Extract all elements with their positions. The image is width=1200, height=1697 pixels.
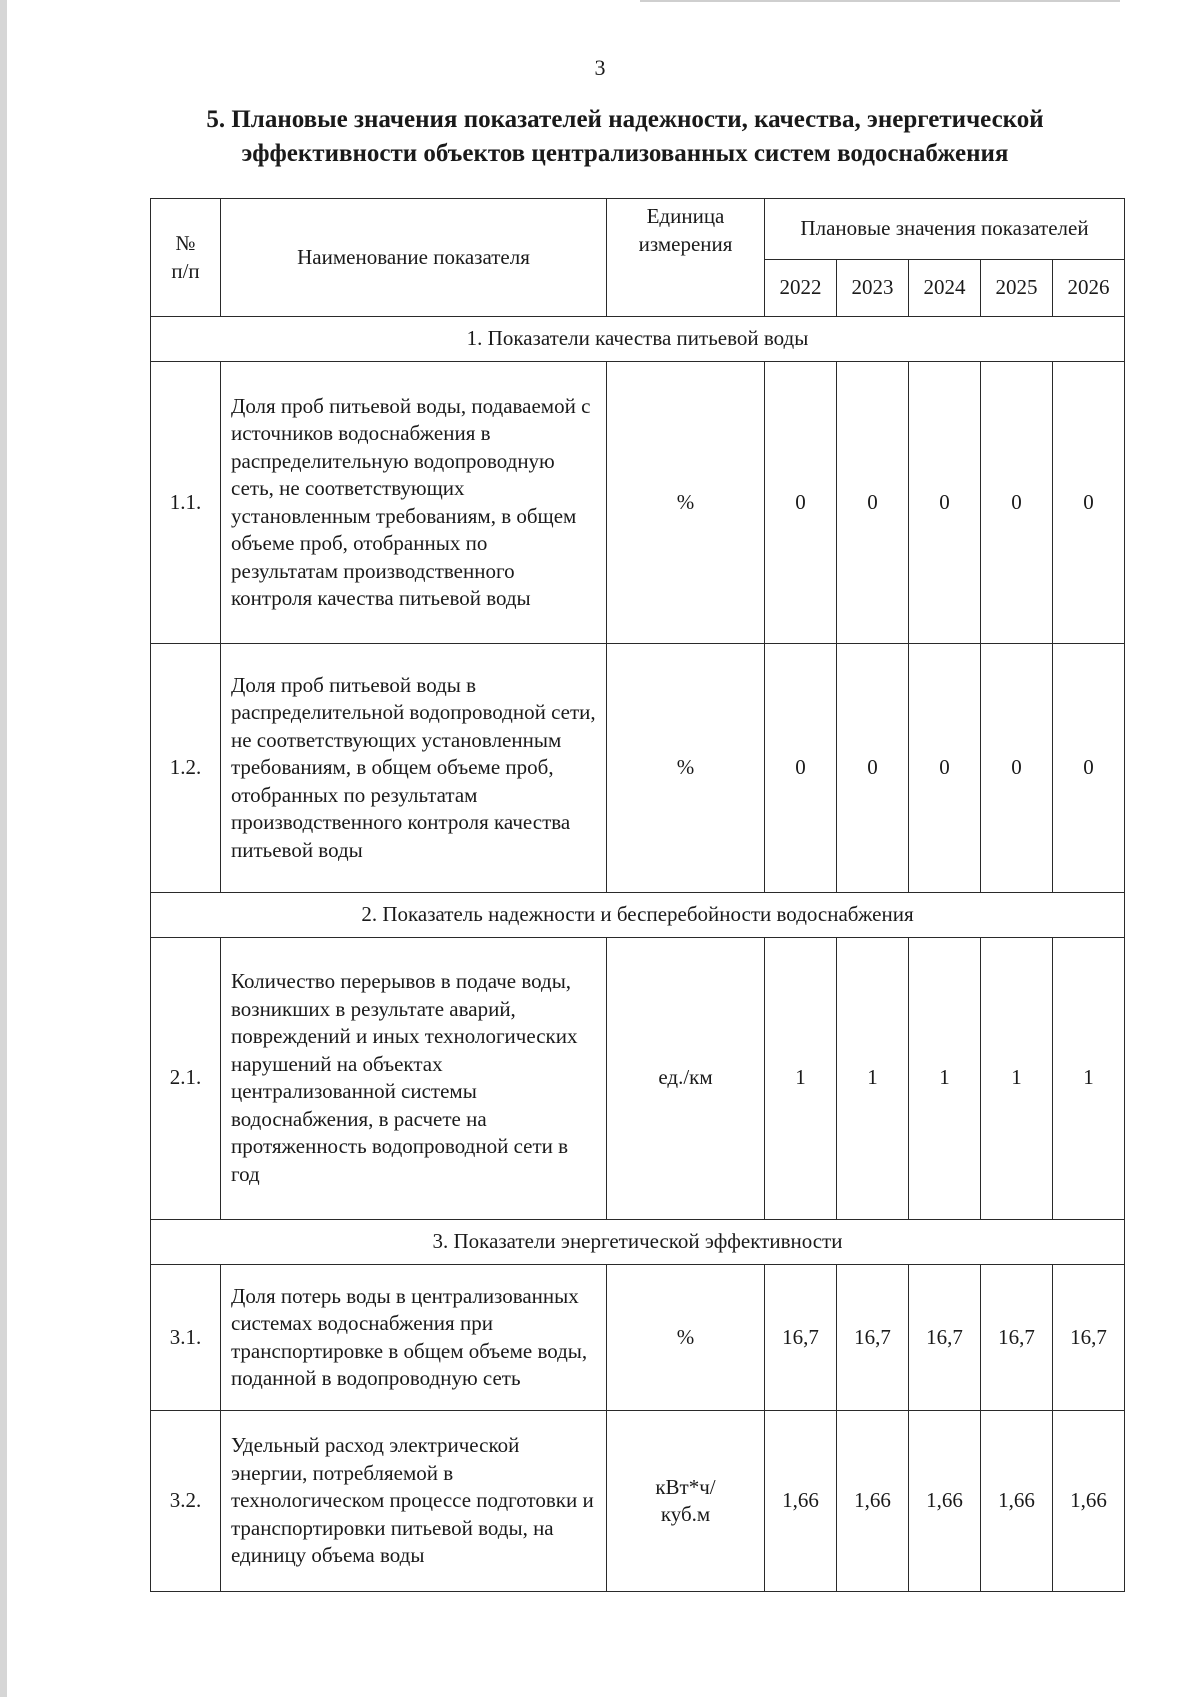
value-cell: 0 — [1053, 644, 1125, 892]
value-cell: 0 — [981, 362, 1053, 644]
unit-cell — [607, 1264, 765, 1411]
value-cell: 0 — [765, 362, 837, 644]
table-row — [151, 362, 1125, 644]
unit-cell — [607, 644, 765, 892]
value-cell: 1 — [1053, 937, 1125, 1219]
section-title: 2. Показатель надежности и бесперебойности водоснабжения — [151, 892, 1125, 937]
header-year: 2026 — [1053, 260, 1125, 317]
unit-cell — [607, 1411, 765, 1592]
value-cell: 1,66 — [981, 1411, 1053, 1592]
table-row — [151, 937, 1125, 1219]
value-cell: 1 — [765, 937, 837, 1219]
unit-cell — [607, 362, 765, 644]
row-number: 1.2. — [151, 644, 221, 892]
value-cell: 0 — [765, 644, 837, 892]
value-cell: 0 — [837, 644, 909, 892]
row-number: 2.1. — [151, 937, 221, 1219]
value-cell: 0 — [909, 362, 981, 644]
page-number: 3 — [594, 55, 606, 80]
value-cell: 16,7 — [1053, 1264, 1125, 1411]
section-row — [151, 1219, 1125, 1264]
header-year: 2024 — [909, 260, 981, 317]
header-plan-values: Плановые значения показателей — [765, 199, 1125, 260]
unit-text-line-2: куб.м — [660, 1502, 711, 1527]
section-heading — [130, 103, 1120, 171]
header-year: 2023 — [837, 260, 909, 317]
header-unit-line-2: измерения — [638, 231, 733, 256]
header-year: 2022 — [765, 260, 837, 317]
indicator-name: Доля потерь воды в централизованных системах водоснабжения при транспортировке в общем объеме воды, поданной в водопроводную сеть — [221, 1264, 607, 1411]
value-cell: 1,66 — [765, 1411, 837, 1592]
value-cell: 1,66 — [909, 1411, 981, 1592]
unit-text: % — [676, 755, 695, 780]
header-number-symbol: № — [175, 231, 196, 255]
section-heading-line-2: эффективности объектов централизованных систем водоснабжения — [241, 140, 1009, 167]
unit-text: ед./км — [658, 1065, 713, 1090]
indicator-name: Удельный расход электрической энергии, потребляемой в технологическом процессе подготовки и транспортировки питьевой воды, на единицу объема воды — [221, 1411, 607, 1592]
header-year: 2025 — [981, 260, 1053, 317]
row-number: 3.1. — [151, 1264, 221, 1411]
value-cell: 16,7 — [981, 1264, 1053, 1411]
row-number: 1.1. — [151, 362, 221, 644]
section-title: 1. Показатели качества питьевой воды — [151, 317, 1125, 362]
value-cell: 1,66 — [1053, 1411, 1125, 1592]
value-cell: 16,7 — [909, 1264, 981, 1411]
section-row — [151, 317, 1125, 362]
value-cell: 0 — [909, 644, 981, 892]
value-cell: 0 — [837, 362, 909, 644]
indicator-name: Количество перерывов в подаче воды, возникших в результате аварий, повреждений и иных технологических нарушений на объектах централизованной системы водоснабжения, в расчете на протяженность водопроводной сети в год — [221, 937, 607, 1219]
header-row — [151, 199, 1125, 260]
value-cell: 1,66 — [837, 1411, 909, 1592]
section-row — [151, 892, 1125, 937]
section-heading-line-1: 5. Плановые значения показателей надежности, качества, энергетической — [206, 106, 1044, 133]
section-title: 3. Показатели энергетической эффективности — [151, 1219, 1125, 1264]
header-number — [151, 199, 221, 317]
header-indicator-name: Наименование показателя — [221, 199, 607, 317]
table-row — [151, 1411, 1125, 1592]
row-number: 3.2. — [151, 1411, 221, 1592]
value-cell: 16,7 — [765, 1264, 837, 1411]
header-number-abbr: п/п — [171, 258, 200, 283]
header-unit-line-1: Единица — [646, 204, 725, 228]
scan-edge — [0, 0, 7, 1697]
value-cell: 0 — [981, 644, 1053, 892]
scan-edge-top — [640, 0, 1120, 2]
indicator-name: Доля проб питьевой воды в распределительной водопроводной сети, не соответствующих установленным требованиям, в общем объеме проб, отобранных по результатам производственного контроля качества питьевой воды — [221, 644, 607, 892]
table-row — [151, 1264, 1125, 1411]
indicator-name: Доля проб питьевой воды, подаваемой с источников водоснабжения в распределительную водопроводную сеть, не соответствующих установленным требованиям, в общем объеме проб, отобранных по результатам производственного контроля качества питьевой воды — [221, 362, 607, 644]
unit-cell — [607, 937, 765, 1219]
value-cell: 1 — [981, 937, 1053, 1219]
indicators-table — [150, 198, 1125, 1592]
value-cell: 0 — [1053, 362, 1125, 644]
unit-text: % — [676, 489, 695, 514]
value-cell: 1 — [909, 937, 981, 1219]
unit-text: % — [676, 1324, 695, 1349]
unit-text: кВт*ч/ — [655, 1474, 716, 1499]
header-unit — [607, 199, 765, 317]
value-cell: 1 — [837, 937, 909, 1219]
value-cell: 16,7 — [837, 1264, 909, 1411]
table-row — [151, 644, 1125, 892]
